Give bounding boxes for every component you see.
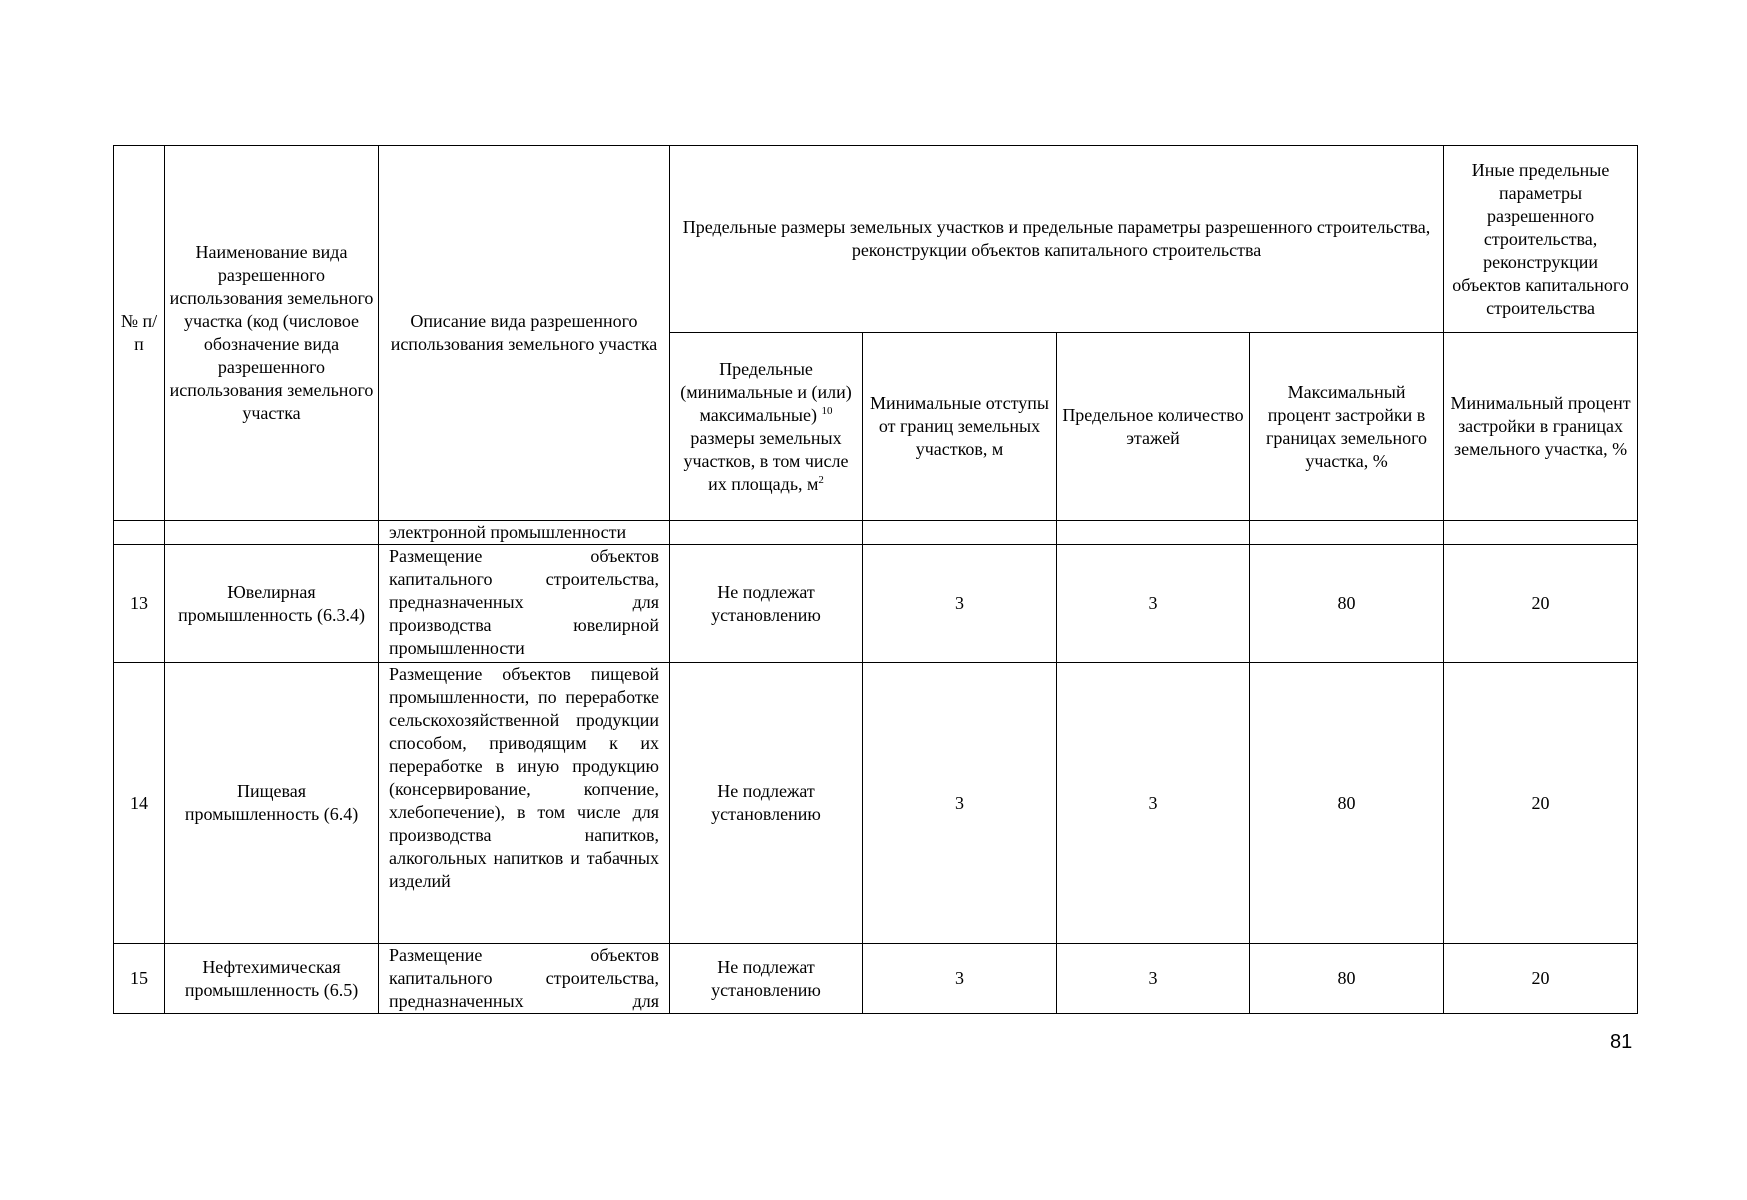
unit-superscript: 2 bbox=[818, 473, 824, 486]
row-num: 14 bbox=[114, 663, 165, 944]
row-description: Размещение объектов капитального строительства, предназначенных для bbox=[379, 944, 670, 1014]
page-number: 81 bbox=[1610, 1031, 1633, 1053]
row-num: 13 bbox=[114, 545, 165, 663]
continuation-description: электронной промышленности bbox=[379, 521, 670, 545]
header-description: Описание вида разрешенного использования земельного участка bbox=[379, 146, 670, 521]
row-min-percent: 20 bbox=[1444, 545, 1638, 663]
row-setback: 3 bbox=[863, 944, 1057, 1014]
regulations-table bbox=[113, 145, 1638, 1014]
row-setback: 3 bbox=[863, 663, 1057, 944]
row-floors: 3 bbox=[1057, 663, 1250, 944]
row-num: 15 bbox=[114, 944, 165, 1014]
row-size: Не подлежат установлению bbox=[670, 944, 863, 1014]
header-other-group: Иные предельные параметры разрешенного строительства, реконструкции объектов капитального строительства bbox=[1444, 146, 1638, 333]
row-max-percent: 80 bbox=[1250, 944, 1444, 1014]
header-max-percent: Максимальный процент застройки в границах земельного участка, % bbox=[1250, 333, 1444, 521]
header-floors: Предельное количество этажей bbox=[1057, 333, 1250, 521]
row-name: Ювелирная промышленность (6.3.4) bbox=[165, 545, 379, 663]
row-name: Пищевая промышленность (6.4) bbox=[165, 663, 379, 944]
header-num: № п/п bbox=[114, 146, 165, 521]
header-name: Наименование вида разрешенного использования земельного участка (код (числовое обозначение вида разрешенного использования земельного участка bbox=[165, 146, 379, 521]
row-floors: 3 bbox=[1057, 944, 1250, 1014]
table-row bbox=[114, 944, 1638, 1014]
row-setback: 3 bbox=[863, 545, 1057, 663]
header-row-1 bbox=[114, 146, 1638, 333]
header-limits-group: Предельные размеры земельных участков и предельные параметры разрешенного строительства, реконструкции объектов капитального строительства bbox=[670, 146, 1444, 333]
row-max-percent: 80 bbox=[1250, 545, 1444, 663]
row-name: Нефтехимическая промышленность (6.5) bbox=[165, 944, 379, 1014]
header-size bbox=[670, 333, 863, 521]
row-min-percent: 20 bbox=[1444, 663, 1638, 944]
row-size: Не подлежат установлению bbox=[670, 663, 863, 944]
header-size-b: размеры земельных участков, в том числе их площадь, м bbox=[683, 427, 849, 494]
continuation-row bbox=[114, 521, 1638, 545]
row-min-percent: 20 bbox=[1444, 944, 1638, 1014]
table-row bbox=[114, 663, 1638, 944]
footnote-ref: 10 bbox=[821, 404, 833, 417]
row-max-percent: 80 bbox=[1250, 663, 1444, 944]
row-floors: 3 bbox=[1057, 545, 1250, 663]
row-description: Размещение объектов капитального строительства, предназначенных для производства ювелирной промышленности bbox=[379, 545, 670, 663]
row-size: Не подлежат установлению bbox=[670, 545, 863, 663]
header-setback: Минимальные отступы от границ земельных участков, м bbox=[863, 333, 1057, 521]
table-row bbox=[114, 545, 1638, 663]
header-min-percent: Минимальный процент застройки в границах земельного участка, % bbox=[1444, 333, 1638, 521]
header-size-a: Предельные (минимальные и (или) максимальные) bbox=[680, 358, 852, 425]
row-description: Размещение объектов пищевой промышленности, по переработке сельскохозяйственной продукции способом, приводящим к их переработке в иную продукцию (консервирование, копчение, хлебопечение), в том числе для производства напитков, алкогольных напитков и табачных изделий bbox=[379, 663, 670, 944]
